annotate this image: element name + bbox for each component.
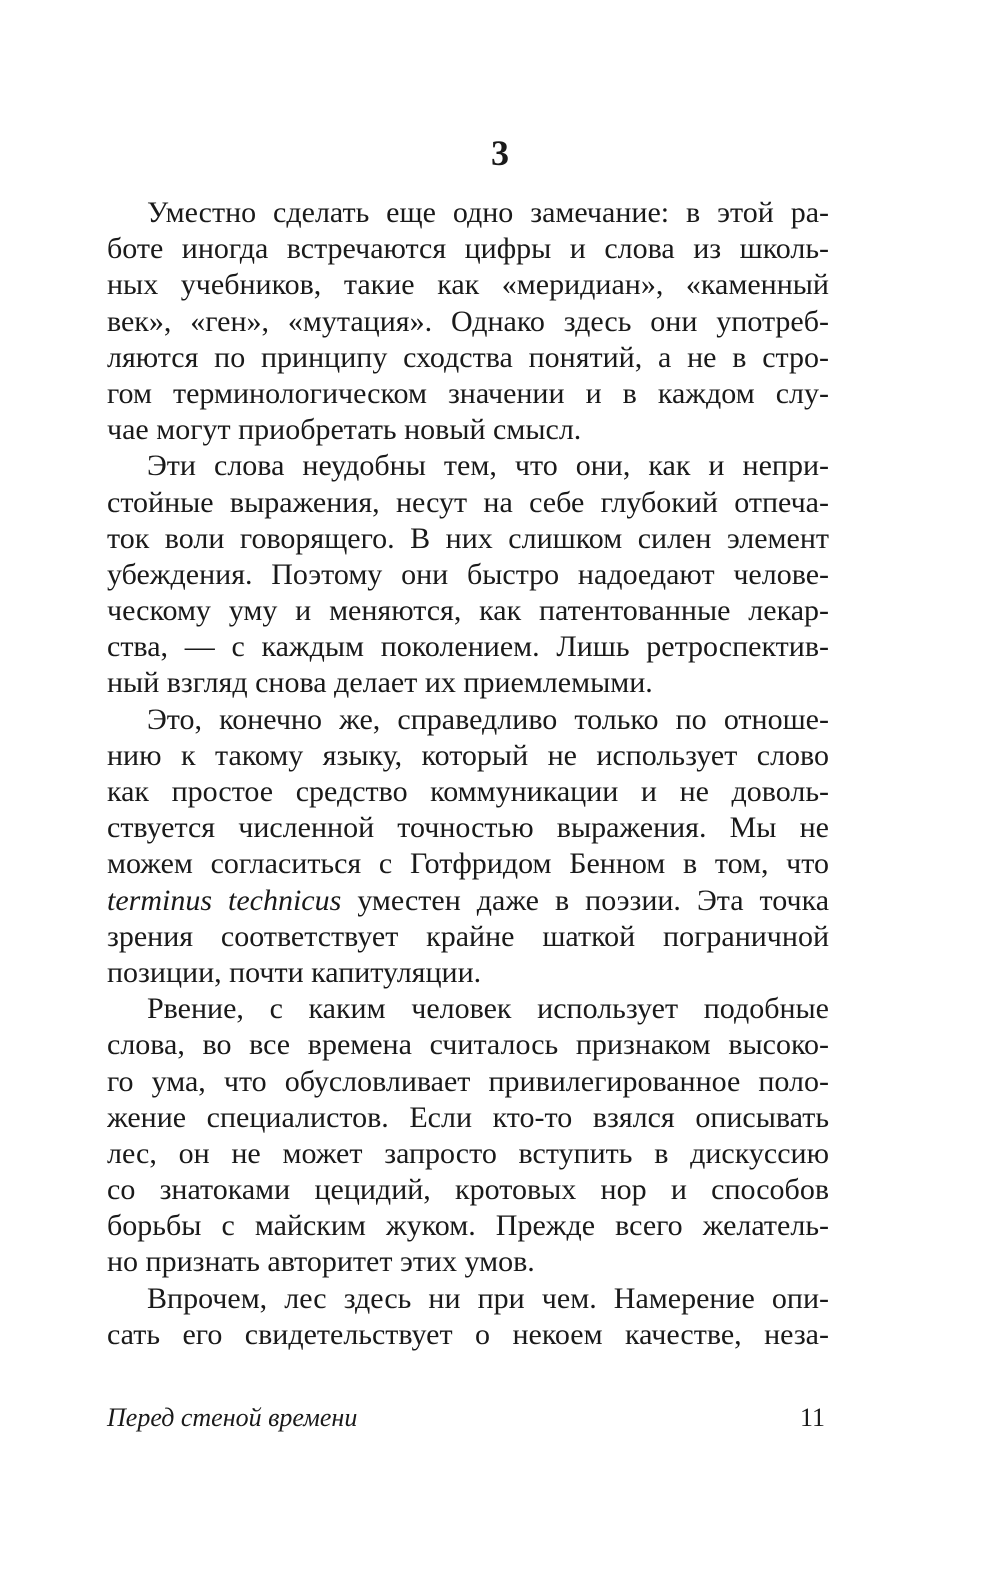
- text-line: но признать авторитет этих умов.: [107, 1245, 535, 1279]
- text-line-with-italic: [107, 883, 829, 919]
- text-line: ный взгляд снова делает их приемлемыми.: [107, 666, 653, 700]
- body-text: [107, 195, 829, 1353]
- text-line: сать его свидетельствует о некоем качестве, неза-: [107, 1317, 829, 1351]
- chapter-number: 3: [491, 133, 509, 173]
- text-line: жение специалистов. Если кто-то взялся описывать: [107, 1100, 829, 1134]
- text-line: век», «ген», «мутация». Однако здесь они употреб-: [107, 304, 829, 338]
- text-line: Рвение, с каким человек использует подобные: [147, 992, 829, 1026]
- text-line: со знатоками цецидий, кротовых нор и способов: [107, 1173, 829, 1207]
- text-line: слова, во все времена считалось признаком высоко-: [107, 1028, 829, 1062]
- text-line: ческому уму и меняются, как патентованные лекар-: [107, 594, 829, 628]
- text-line: Уместно сделать еще одно замечание: в этой ра-: [147, 196, 829, 229]
- text-line: ствуется численной точностью выражения. Мы не: [107, 811, 829, 845]
- text-line: го ума, что обусловливает привилегированное поло-: [107, 1064, 829, 1098]
- text-line: как простое средство коммуникации и не доволь-: [107, 775, 829, 808]
- text-line: Эти слова неудобны тем, что они, как и непри-: [147, 449, 829, 483]
- text-line: гом терминологическом значении и в каждом слу-: [107, 376, 829, 410]
- text-line: позиции, почти капитуляции.: [107, 955, 482, 989]
- page-footer: [107, 1398, 825, 1438]
- latin-term: terminus technicus: [107, 883, 342, 917]
- text-line: убеждения. Поэтому они быстро надоедают челове-: [107, 557, 829, 591]
- text-line: ных учебников, такие как «меридиан», «каменный: [107, 268, 829, 302]
- text-line: ляются по принципу сходства понятий, а не в стро-: [107, 340, 829, 374]
- text-line: борьбы с майским жуком. Прежде всего желатель-: [107, 1209, 829, 1243]
- text-line: зрения соответствует крайне шаткой пограничной: [107, 919, 829, 953]
- text-line: чае могут приобретать новый смысл.: [107, 413, 582, 447]
- text-line: лес, он не может запросто вступить в дискуссию: [107, 1136, 829, 1170]
- text-line: боте иногда встречаются цифры и слова из школь-: [107, 232, 829, 266]
- page-number: 11: [799, 1403, 825, 1432]
- text-line: стойные выражения, несут на себе глубокий отпеча-: [107, 485, 829, 519]
- text-line: ства, — с каждым поколением. Лишь ретроспектив-: [107, 630, 829, 664]
- running-title: Перед стеной времени: [107, 1403, 358, 1432]
- text-line: можем согласиться с Готфридом Бенном в том, что: [107, 847, 829, 881]
- text-line: нию к такому языку, который не использует слово: [107, 738, 829, 772]
- text-line-rest: уместен даже в поэзии. Эта точка: [341, 883, 829, 917]
- text-line: Это, конечно же, справедливо только по отноше-: [147, 702, 829, 736]
- text-line: ток воли говорящего. В них слишком силен элемент: [107, 521, 829, 555]
- text-line: Впрочем, лес здесь ни при чем. Намерение опи-: [147, 1281, 829, 1315]
